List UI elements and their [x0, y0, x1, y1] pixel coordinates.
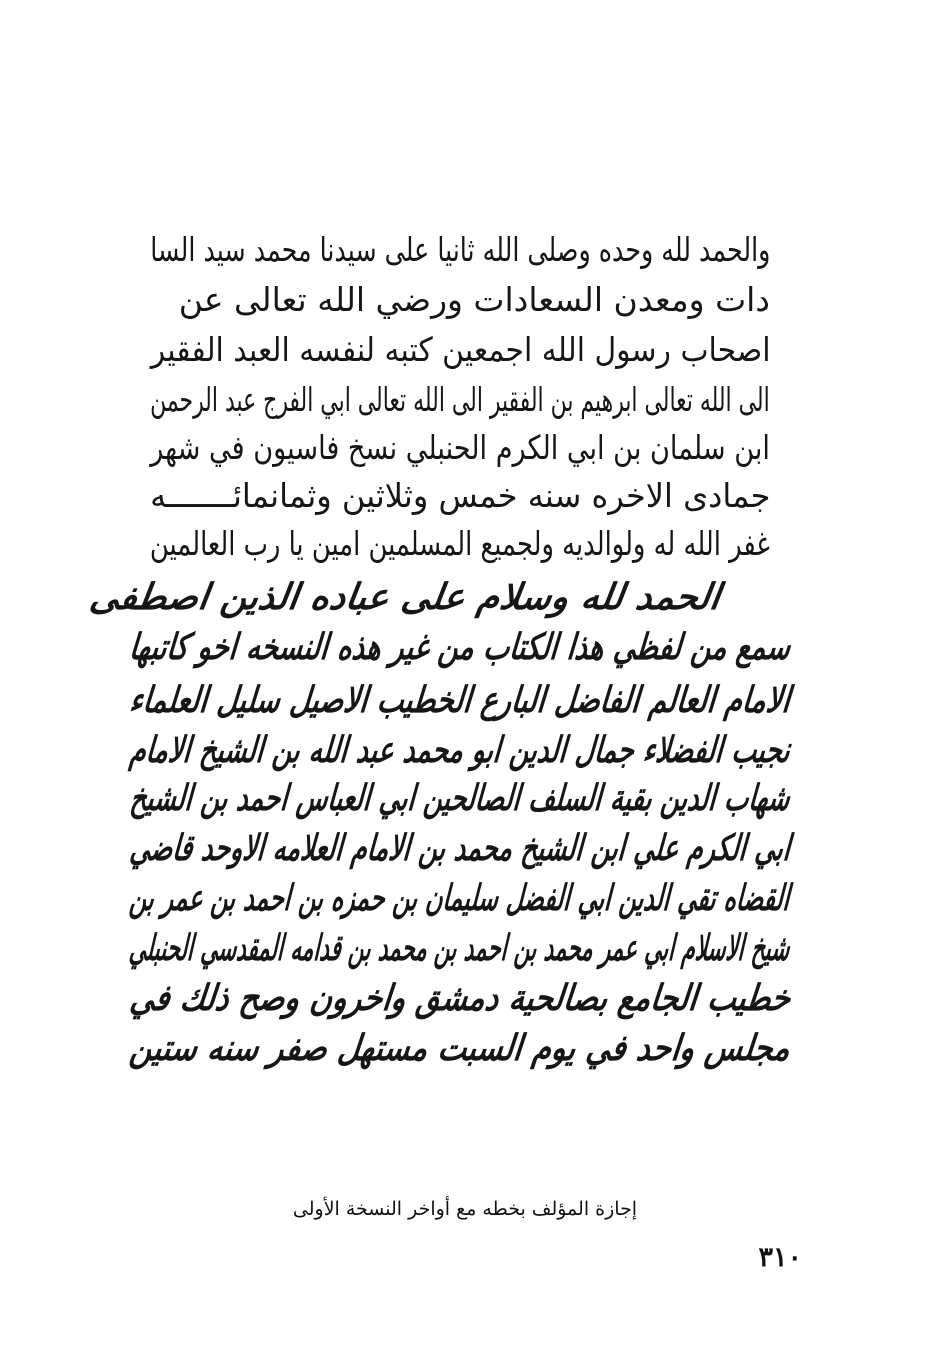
- manuscript-ijaza: [87, 565, 793, 1085]
- ijaza-line: الامام العالم الفاضل البارع الخطيب الاصيل سليل العلماء: [127, 680, 793, 721]
- ijaza-line: سمع من لفظي هذا الكتاب من غير هذه النسخه اخو كاتبها: [127, 627, 793, 668]
- figure-caption: إجازة المؤلف بخطه مع أواخر النسخة الأولى: [292, 1198, 638, 1220]
- ijaza-heading: الحمد لله وسلام على عباده الذين اصطفى: [87, 577, 723, 618]
- colophon-line: دات ومعدن السعادات ورضي الله تعالى عن: [178, 280, 770, 319]
- colophon-line: والحمد لله وحده وصلى الله ثانيا على سيدنا محمد سيد السا: [149, 230, 770, 269]
- ijaza-line: القضاه تقي الدين ابي الفضل سليمان بن حمزه بن احمد بن عمر بن: [128, 878, 792, 919]
- manuscript-colophon: [150, 230, 770, 570]
- ijaza-line: خطيب الجامع بصالحية دمشق واخرون وصح ذلك في: [127, 978, 793, 1019]
- ijaza-line: نجيب الفضلاء جمال الدين ابو محمد عبد الله بن الشيخ الامام: [127, 730, 793, 771]
- ijaza-line: ابي الكرم علي ابن الشيخ محمد بن الامام العلامه الاوحد قاضي: [127, 828, 793, 869]
- colophon-line: غفر الله له ولوالديه ولجميع المسلمين امين يا رب العالمين: [149, 524, 770, 563]
- colophon-line: اصحاب رسول الله اجمعين كتبه لنفسه العبد الفقير: [150, 330, 770, 369]
- ijaza-line: شيخ الاسلام ابي عمر محمد بن احمد بن محمد بن قدامه المقدسي الحنبلي: [127, 928, 792, 969]
- colophon-line: الى الله تعالى ابرهيم بن الفقير الى الله تعالى ابي الفرج عبد الرحمن: [150, 380, 770, 419]
- ijaza-line: شهاب الدين بقية السلف الصالحين ابي العباس احمد بن الشيخ: [128, 778, 793, 819]
- page-number: ٣١٠: [758, 1242, 802, 1273]
- colophon-line: جمادى الاخره سنه خمس وثلاثين وثمانمائـــــــه: [149, 476, 770, 515]
- colophon-line: ابن سلمان بن ابي الكرم الحنبلي نسخ فاسيون في شهر: [150, 428, 770, 467]
- ijaza-line: مجلس واحد في يوم السبت مستهل صفر سنه ستين: [127, 1028, 793, 1069]
